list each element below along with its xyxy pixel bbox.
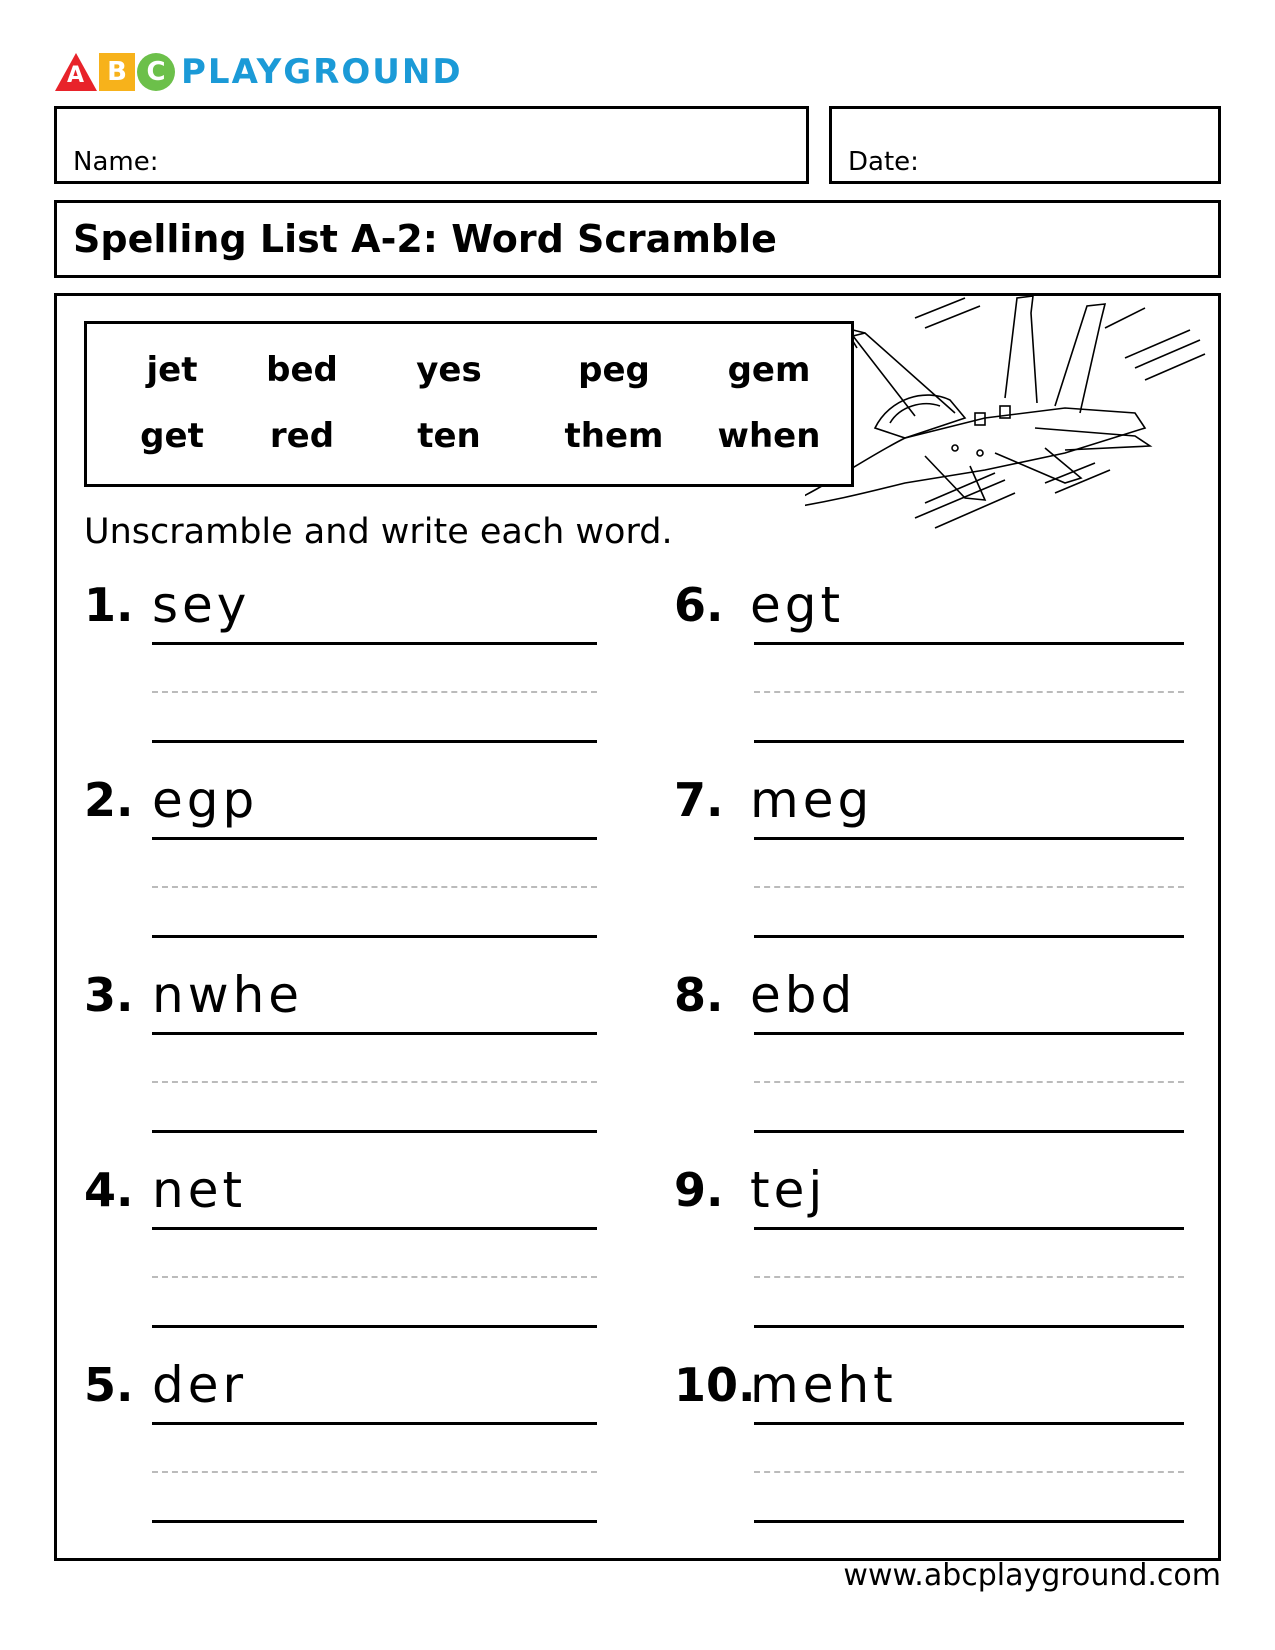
writing-guide-line — [754, 691, 1184, 693]
word-bank-item: peg — [578, 350, 650, 390]
scramble-item — [674, 773, 1194, 963]
writing-guide-line — [754, 1081, 1184, 1083]
footer-url[interactable]: www.abcplayground.com — [843, 1558, 1221, 1593]
answer-line[interactable] — [152, 935, 597, 938]
item-number: 7. — [674, 773, 724, 827]
answer-line[interactable] — [754, 740, 1184, 743]
name-field[interactable] — [54, 106, 809, 184]
scramble-item — [84, 773, 604, 963]
scrambled-word: der — [152, 1356, 248, 1414]
writing-guide-line — [152, 1081, 597, 1083]
scramble-item — [84, 578, 604, 768]
logo-letter-c: C — [137, 53, 175, 91]
scrambled-word: egp — [152, 771, 259, 829]
word-bank — [84, 321, 854, 487]
scramble-item — [84, 1358, 604, 1548]
writing-guide-line — [754, 886, 1184, 888]
answer-line[interactable] — [754, 1130, 1184, 1133]
item-number: 2. — [84, 773, 134, 827]
item-number: 5. — [84, 1358, 134, 1412]
answer-line[interactable] — [152, 1520, 597, 1523]
word-underline — [754, 1422, 1184, 1425]
word-bank-item: gem — [727, 350, 811, 390]
item-number: 10. — [674, 1358, 756, 1412]
word-bank-item: get — [140, 416, 204, 456]
title-box — [54, 200, 1221, 278]
answer-line[interactable] — [754, 1325, 1184, 1328]
writing-guide-line — [754, 1471, 1184, 1473]
word-underline — [152, 1032, 597, 1035]
page-title: Spelling List A-2: Word Scramble — [73, 217, 777, 261]
scrambled-word: meg — [750, 771, 874, 829]
logo-letter-a: A — [55, 53, 97, 91]
answer-line[interactable] — [754, 1520, 1184, 1523]
scrambled-word: sey — [152, 576, 251, 634]
date-field[interactable] — [829, 106, 1221, 184]
word-bank-item: bed — [266, 350, 338, 390]
word-underline — [754, 642, 1184, 645]
word-underline — [754, 837, 1184, 840]
item-number: 8. — [674, 968, 724, 1022]
word-underline — [152, 1422, 597, 1425]
word-underline — [152, 1227, 597, 1230]
scramble-item — [84, 1163, 604, 1353]
scrambled-word: meht — [750, 1356, 897, 1414]
word-bank-item: them — [564, 416, 664, 456]
writing-guide-line — [754, 1276, 1184, 1278]
writing-guide-line — [152, 886, 597, 888]
logo-text: PLAYGROUND — [181, 52, 463, 92]
scrambled-word: egt — [750, 576, 845, 634]
answer-line[interactable] — [152, 1325, 597, 1328]
writing-guide-line — [152, 1471, 597, 1473]
word-bank-item: red — [269, 416, 335, 456]
item-number: 9. — [674, 1163, 724, 1217]
word-bank-item: when — [717, 416, 821, 456]
item-number: 1. — [84, 578, 134, 632]
scrambled-word: tej — [750, 1161, 827, 1219]
scrambled-word: net — [152, 1161, 247, 1219]
scrambled-word: ebd — [750, 966, 857, 1024]
instructions: Unscramble and write each word. — [84, 512, 673, 552]
scrambled-word: nwhe — [152, 966, 304, 1024]
date-label: Date: — [848, 147, 919, 177]
item-number: 4. — [84, 1163, 134, 1217]
name-label: Name: — [73, 147, 159, 177]
writing-guide-line — [152, 691, 597, 693]
answer-line[interactable] — [754, 935, 1184, 938]
answer-line[interactable] — [152, 1130, 597, 1133]
site-logo — [55, 52, 463, 92]
writing-guide-line — [152, 1276, 597, 1278]
item-number: 6. — [674, 578, 724, 632]
scramble-item — [674, 1358, 1194, 1548]
word-underline — [152, 642, 597, 645]
word-underline — [152, 837, 597, 840]
word-bank-item: yes — [416, 350, 482, 390]
word-underline — [754, 1032, 1184, 1035]
scramble-item — [84, 968, 604, 1158]
word-bank-item: ten — [417, 416, 481, 456]
logo-letter-b: B — [99, 53, 135, 91]
item-number: 3. — [84, 968, 134, 1022]
scramble-item — [674, 968, 1194, 1158]
fighter-jet-icon — [805, 288, 1215, 548]
word-underline — [754, 1227, 1184, 1230]
answer-line[interactable] — [152, 740, 597, 743]
word-bank-item: jet — [146, 350, 198, 390]
scramble-item — [674, 578, 1194, 768]
scramble-item — [674, 1163, 1194, 1353]
